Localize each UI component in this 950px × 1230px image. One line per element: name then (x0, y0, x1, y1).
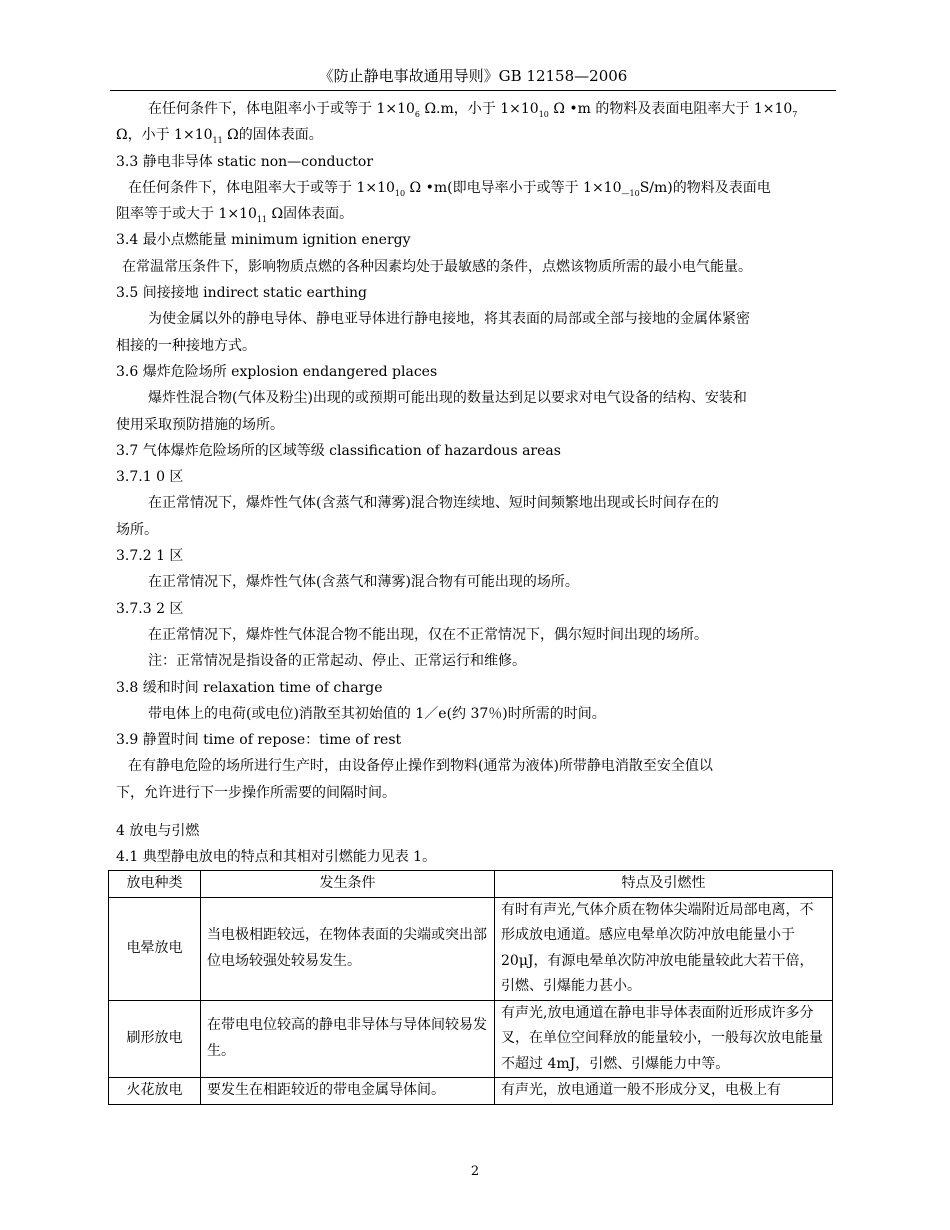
text-line (116, 306, 844, 332)
text-run: Ω，小于 1×10 (116, 127, 213, 144)
text-line (116, 727, 844, 753)
text-run: 相接的一种接地方式。 (116, 337, 256, 354)
text-run: 在任何条件下，体电阻率小于或等于 1×10 (148, 101, 415, 117)
table-row (109, 897, 833, 1000)
exponent-text: 7 (792, 109, 798, 119)
text-line (116, 543, 844, 569)
table-cell-condition: 当电极相距较远，在物体表面的尖端或突出部位电场较强处较易发生。 (201, 897, 495, 1000)
table-cell-kind: 电晕放电 (109, 897, 201, 1000)
page-number: 2 (470, 1164, 480, 1179)
text-run: Ω •m 的物料及表面电阻率大于 1×10 (548, 101, 793, 117)
text-line (116, 201, 844, 227)
table-header-feature: 特点及引燃性 (495, 871, 833, 898)
text-run: 在正常情况下，爆炸性气体(含蒸气和薄雾)混合物连续地、短时间频繁地出现或长时间存在的 (148, 495, 719, 512)
table-cell-condition: 要发生在相距较近的带电金属导体间。 (201, 1078, 495, 1105)
discharge-table (108, 870, 833, 1105)
exponent-text: 6 (414, 109, 420, 119)
table-header-row (109, 871, 833, 898)
text-line (116, 280, 844, 306)
text-line (116, 753, 844, 779)
document-body (116, 96, 844, 871)
text-run: 场所。 (116, 521, 158, 538)
exponent-text: 11 (212, 136, 223, 146)
text-run: Ω.m，小于 1×10 (420, 101, 539, 117)
text-run: 3.5 间接接地 indirect static earthing (116, 285, 367, 302)
text-line (116, 227, 844, 253)
table-header-condition: 发生条件 (201, 871, 495, 898)
text-line (116, 675, 844, 701)
text-run: 3.4 最小点燃能量 minimum ignition energy (116, 232, 411, 249)
text-run: 注：正常情况是指设备的正常起动、停止、正常运行和维修。 (148, 653, 526, 670)
text-run: 3.7.3 2 区 (116, 600, 184, 617)
text-line (116, 844, 844, 870)
exponent-text: 10 (394, 188, 406, 198)
text-line (116, 648, 844, 674)
text-line (116, 701, 844, 727)
text-run: 在正常情况下，爆炸性气体(含蒸气和薄雾)混合物有可能出现的场所。 (148, 574, 579, 591)
table-header-kind: 放电种类 (109, 871, 201, 898)
table-cell-kind: 火花放电 (109, 1078, 201, 1105)
text-line (116, 385, 844, 411)
table-cell-condition: 在带电电位较高的静电非导体与导体间较易发生。 (201, 1000, 495, 1078)
text-line (116, 596, 844, 622)
text-line (116, 175, 844, 201)
text-line (116, 254, 844, 280)
text-run: Ω •m(即电导率小于或等于 1×10 (405, 179, 622, 196)
exponent-text: 11 (256, 214, 268, 224)
text-run: 在常温常压条件下，影响物质点燃的各种因素均处于最敏感的条件，点燃该物质所需的最小电气能量。 (122, 258, 752, 275)
text-line (116, 517, 844, 543)
text-run: 带电体上的电荷(或电位)消散至其初始值的 1／e(约 37％)时所需的时间。 (148, 705, 606, 722)
text-run: S/m)的物料及表面电 (639, 179, 771, 196)
exponent-text: —10 (621, 188, 640, 198)
text-line (116, 490, 844, 516)
header-rule (110, 90, 836, 91)
text-run: 3.8 缓和时间 relaxation time of charge (116, 679, 383, 696)
text-run: 下，允许进行下一步操作所需要的间隔时间。 (116, 784, 396, 801)
table-cell-feature: 有时有声光,气体介质在物体尖端附近局部电离，不形成放电通道。感应电晕单次防冲放电能量小于 20μJ，有源电晕单次防冲放电能量较此大若干倍，引燃、引爆能力甚小。 (495, 897, 833, 1000)
text-line (116, 96, 844, 122)
text-line (116, 412, 844, 438)
text-run: 为使金属以外的静电导体、静电亚导体进行静电接地，将其表面的局部或全部与接地的金属体紧密 (148, 311, 750, 328)
text-run: 4.1 典型静电放电的特点和其相对引燃能力见表 1。 (116, 849, 437, 866)
text-line (116, 359, 844, 385)
text-run: 在有静电危险的场所进行生产时，由设备停止操作到物料(通常为液体)所带静电消散至安全值以 (128, 758, 713, 775)
text-line (116, 438, 844, 464)
table-row (109, 1000, 833, 1078)
text-line (116, 333, 844, 359)
text-run: Ω固体表面。 (267, 206, 354, 223)
text-line (116, 569, 844, 595)
table-cell-feature: 有声光,放电通道在静电非导体表面附近形成许多分叉，在单位空间释放的能量较小，一般每次放电能量不超过 4mJ，引燃、引爆能力中等。 (495, 1000, 833, 1078)
running-header: 《防止静电事故通用导则》GB 12158—2006 (318, 67, 628, 85)
text-line (116, 149, 844, 175)
text-run: 3.7.2 1 区 (116, 548, 184, 565)
text-run: 3.6 爆炸危险场所 explosion endangered places (116, 363, 438, 380)
table-row (109, 1078, 833, 1105)
table-cell-feature: 有声光，放电通道一般不形成分叉，电极上有 (495, 1078, 833, 1105)
exponent-text: 10 (538, 109, 549, 119)
text-line (116, 122, 844, 148)
text-run: 3.7 气体爆炸危险场所的区域等级 classification of hazardous areas (116, 442, 561, 459)
text-run: 3.3 静电非导体 static non—conductor (116, 153, 374, 170)
text-run: 在正常情况下，爆炸性气体混合物不能出现，仅在不正常情况下，偶尔短时间出现的场所。 (148, 626, 708, 643)
text-run: 阻率等于或大于 1×10 (116, 206, 257, 223)
text-run: 4 放电与引燃 (116, 823, 200, 840)
text-line (116, 818, 844, 844)
text-line (116, 780, 844, 806)
text-run: Ω的固体表面。 (222, 127, 323, 144)
text-line (116, 464, 844, 490)
text-run: 3.9 静置时间 time of repose：time of rest (116, 732, 402, 749)
text-run: 爆炸性混合物(气体及粉尘)出现的或预期可能出现的数量达到足以要求对电气设备的结构、安装和 (148, 390, 747, 407)
text-line (116, 622, 844, 648)
text-run: 使用采取预防措施的场所。 (116, 416, 284, 433)
text-run: 在任何条件下，体电阻率大于或等于 1×10 (128, 179, 395, 196)
text-run: 3.7.1 0 区 (116, 469, 184, 486)
table-cell-kind: 刷形放电 (109, 1000, 201, 1078)
section-gap (116, 806, 844, 818)
